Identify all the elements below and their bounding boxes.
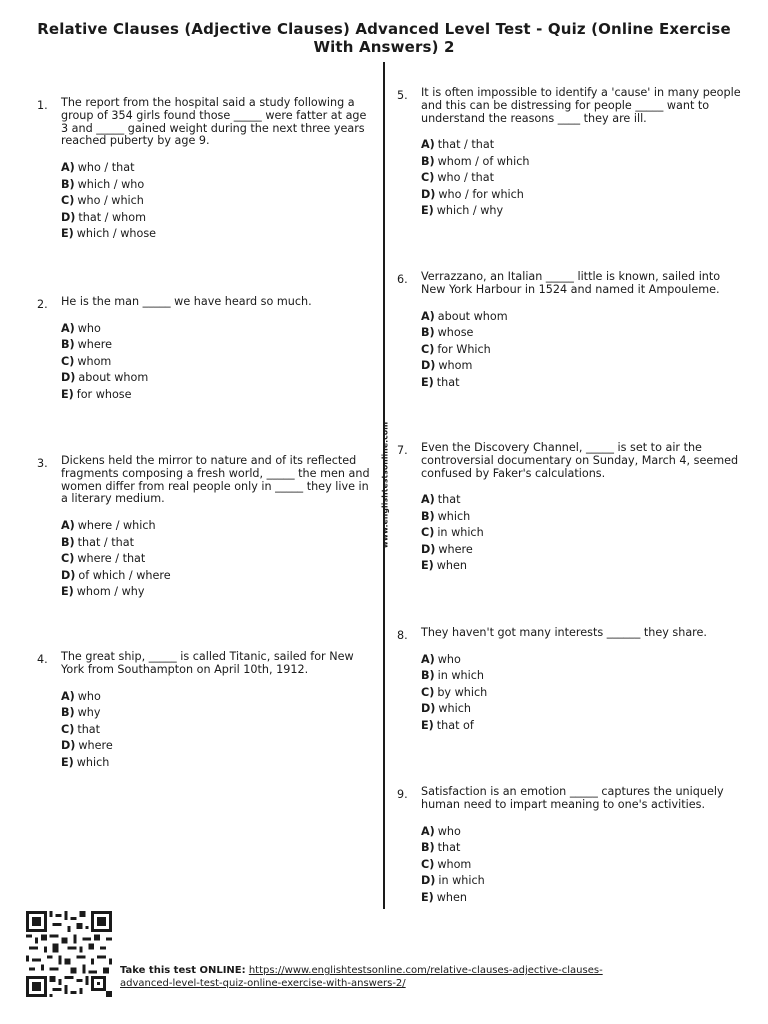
option-letter: C): [421, 857, 435, 871]
options-list: [421, 652, 742, 735]
option-letter: A): [61, 161, 75, 175]
question-9: [397, 786, 742, 906]
option-letter: A): [61, 321, 75, 335]
option-letter: C): [61, 722, 75, 736]
option-d[interactable]: [421, 701, 742, 718]
question-stem: Satisfaction is an emotion _____ captures the uniquely human need to impart meaning to one's activities.: [421, 785, 724, 811]
option-letter: C): [421, 526, 435, 540]
question-stem: It is often impossible to identify a 'cause' in many people and this can be distressing for people _____ want to understand the reasons ____ they are ill.: [421, 86, 741, 125]
options-list: [421, 137, 742, 220]
options-list: [421, 492, 742, 575]
option-e[interactable]: [421, 203, 742, 220]
option-letter: E): [421, 559, 434, 573]
option-text: whom: [437, 857, 472, 871]
option-c[interactable]: [421, 342, 742, 359]
option-letter: C): [61, 552, 75, 566]
option-text: in which: [438, 874, 485, 888]
option-text: where / which: [77, 519, 156, 533]
option-text: about whom: [78, 371, 149, 385]
option-a[interactable]: [421, 137, 742, 154]
option-letter: E): [61, 585, 74, 599]
option-text: that of: [436, 718, 474, 732]
question-8: [397, 627, 742, 734]
option-d[interactable]: [421, 358, 742, 375]
option-text: where / that: [77, 552, 146, 566]
options-list: [421, 824, 742, 907]
question-2: [37, 296, 372, 403]
option-letter: E): [421, 718, 434, 732]
option-letter: A): [421, 824, 435, 838]
option-text: that / that: [437, 138, 495, 152]
footer-link[interactable]: https://www.englishtestsonline.com/relative-clauses-adjective-clauses-advanced-level-test-quiz-online-exercise-with-answers-2/: [120, 965, 603, 989]
option-b[interactable]: [61, 177, 372, 194]
option-text: who: [437, 652, 461, 666]
option-letter: C): [421, 685, 435, 699]
option-letter: C): [61, 194, 75, 208]
option-e[interactable]: [61, 755, 372, 772]
option-letter: E): [61, 755, 74, 769]
option-d[interactable]: [421, 187, 742, 204]
question-number: 4.: [37, 653, 48, 666]
question-number: 6.: [397, 273, 408, 286]
option-letter: A): [61, 689, 75, 703]
option-text: for whose: [76, 387, 132, 401]
question-stem: Verrazzano, an Italian _____ little is known, sailed into New York Harbour in 1524 and named it Ampouleme.: [421, 270, 721, 296]
option-text: when: [436, 559, 467, 573]
option-text: that / that: [77, 535, 134, 549]
option-c[interactable]: [421, 525, 742, 542]
option-d[interactable]: [61, 568, 372, 585]
question-number: 1.: [37, 99, 48, 112]
option-text: which / why: [436, 204, 504, 218]
option-text: who / that: [437, 171, 495, 185]
option-text: which: [437, 509, 471, 523]
option-letter: D): [421, 359, 436, 373]
option-letter: B): [421, 154, 435, 168]
side-watermark-url: www.englishtestsonline.com: [380, 421, 390, 549]
option-text: which / whose: [76, 227, 157, 241]
option-c[interactable]: [61, 193, 372, 210]
option-letter: E): [421, 375, 434, 389]
option-a[interactable]: [61, 689, 372, 706]
option-text: about whom: [437, 309, 508, 323]
option-letter: A): [421, 138, 435, 152]
option-d[interactable]: [421, 542, 742, 559]
option-text: where: [78, 739, 113, 753]
option-text: where: [438, 542, 473, 556]
option-b[interactable]: [61, 535, 372, 552]
option-letter: B): [61, 706, 75, 720]
question-stem: He is the man _____ we have heard so much.: [61, 295, 312, 308]
option-text: who / which: [77, 194, 144, 208]
footer-label: Take this test ONLINE:: [120, 965, 246, 976]
option-letter: D): [421, 702, 436, 716]
option-letter: A): [421, 309, 435, 323]
option-c[interactable]: [61, 354, 372, 371]
option-b[interactable]: [421, 668, 742, 685]
option-a[interactable]: [61, 321, 372, 338]
option-letter: C): [421, 342, 435, 356]
option-letter: D): [61, 739, 76, 753]
option-letter: C): [421, 171, 435, 185]
option-letter: B): [421, 326, 435, 340]
option-d[interactable]: [61, 738, 372, 755]
option-letter: B): [421, 509, 435, 523]
page-title: Relative Clauses (Adjective Clauses) Advanced Level Test - Quiz (Online Exercise With Answers) 2: [37, 20, 731, 56]
option-b[interactable]: [61, 705, 372, 722]
option-text: whom: [77, 354, 112, 368]
option-letter: B): [61, 338, 75, 352]
option-text: when: [436, 890, 467, 904]
option-text: why: [77, 706, 101, 720]
question-1: [37, 97, 372, 243]
option-letter: B): [61, 535, 75, 549]
option-text: in which: [437, 669, 484, 683]
option-e[interactable]: [421, 558, 742, 575]
option-text: who / that: [77, 161, 135, 175]
option-c[interactable]: [61, 722, 372, 739]
option-a[interactable]: [421, 309, 742, 326]
option-letter: E): [61, 227, 74, 241]
option-e[interactable]: [421, 718, 742, 735]
question-stem: They haven't got many interests ______ they share.: [421, 626, 707, 639]
option-text: by which: [437, 685, 488, 699]
option-text: of which / where: [78, 568, 171, 582]
options-list: [421, 309, 742, 392]
question-7: [397, 442, 742, 575]
option-text: that: [437, 493, 461, 507]
options-list: [61, 160, 372, 243]
option-letter: B): [61, 177, 75, 191]
option-c[interactable]: [421, 857, 742, 874]
option-text: that: [436, 375, 460, 389]
option-text: who: [437, 824, 461, 838]
option-letter: C): [61, 354, 75, 368]
option-letter: D): [61, 371, 76, 385]
options-list: [61, 518, 372, 601]
option-b[interactable]: [421, 325, 742, 342]
option-a[interactable]: [421, 652, 742, 669]
option-d[interactable]: [61, 210, 372, 227]
option-e[interactable]: [421, 375, 742, 392]
question-3: [37, 455, 372, 601]
question-4: [37, 651, 372, 771]
option-b[interactable]: [421, 509, 742, 526]
option-text: who: [77, 321, 101, 335]
qr-code[interactable]: [24, 911, 114, 997]
option-a[interactable]: [421, 824, 742, 841]
question-number: 7.: [397, 444, 408, 457]
question-5: [397, 87, 742, 220]
option-text: whom / of which: [437, 154, 530, 168]
option-letter: A): [421, 493, 435, 507]
option-text: where: [77, 338, 113, 352]
option-text: which / who: [77, 177, 145, 191]
option-letter: D): [61, 210, 76, 224]
footer: [120, 964, 640, 990]
option-a[interactable]: [61, 518, 372, 535]
question-number: 3.: [37, 457, 48, 470]
question-stem: The great ship, _____ is called Titanic, sailed for New York from Southampton on April 10th, 1912.: [61, 650, 354, 676]
option-b[interactable]: [61, 337, 372, 354]
question-number: 2.: [37, 298, 48, 311]
option-text: who: [77, 689, 101, 703]
option-a[interactable]: [61, 160, 372, 177]
option-a[interactable]: [421, 492, 742, 509]
options-list: [61, 689, 372, 772]
option-c[interactable]: [421, 685, 742, 702]
option-d[interactable]: [421, 873, 742, 890]
option-d[interactable]: [61, 370, 372, 387]
question-number: 5.: [397, 89, 408, 102]
option-text: that / whom: [78, 210, 146, 224]
option-c[interactable]: [421, 170, 742, 187]
option-b[interactable]: [421, 840, 742, 857]
options-list: [61, 321, 372, 404]
option-c[interactable]: [61, 551, 372, 568]
option-text: whom: [438, 359, 473, 373]
option-e[interactable]: [61, 387, 372, 404]
option-e[interactable]: [61, 226, 372, 243]
option-text: who / for which: [438, 187, 524, 201]
option-text: whose: [437, 326, 474, 340]
option-text: that: [77, 722, 101, 736]
question-stem: Even the Discovery Channel, _____ is set to air the controversial documentary on Sunday, March 4, seemed confused by Faker's calculations.: [421, 441, 739, 480]
option-letter: D): [421, 542, 436, 556]
option-text: which: [438, 702, 471, 716]
option-e[interactable]: [421, 890, 742, 907]
option-letter: E): [421, 890, 434, 904]
question-number: 8.: [397, 629, 408, 642]
option-letter: D): [421, 874, 436, 888]
option-text: in which: [437, 526, 484, 540]
option-letter: B): [421, 669, 435, 683]
option-text: whom / why: [76, 585, 145, 599]
option-letter: A): [421, 652, 435, 666]
option-text: for Which: [437, 342, 491, 356]
option-letter: D): [421, 187, 436, 201]
option-e[interactable]: [61, 584, 372, 601]
option-letter: B): [421, 841, 435, 855]
question-number: 9.: [397, 788, 408, 801]
option-letter: D): [61, 568, 76, 582]
option-text: which: [76, 755, 110, 769]
question-stem: The report from the hospital said a study following a group of 354 girls found those _____ were fatter at age 3 and _____ gained weight during the next three years reached puberty by age 9.: [61, 96, 367, 148]
option-letter: E): [421, 204, 434, 218]
option-letter: A): [61, 519, 75, 533]
question-stem: Dickens held the mirror to nature and of its reflected fragments composing a fresh world, _____ the men and women differ from real people only in _____ they live in a literary medium.: [61, 454, 370, 506]
option-letter: E): [61, 387, 74, 401]
option-text: that: [437, 841, 461, 855]
question-6: [397, 271, 742, 391]
option-b[interactable]: [421, 154, 742, 171]
